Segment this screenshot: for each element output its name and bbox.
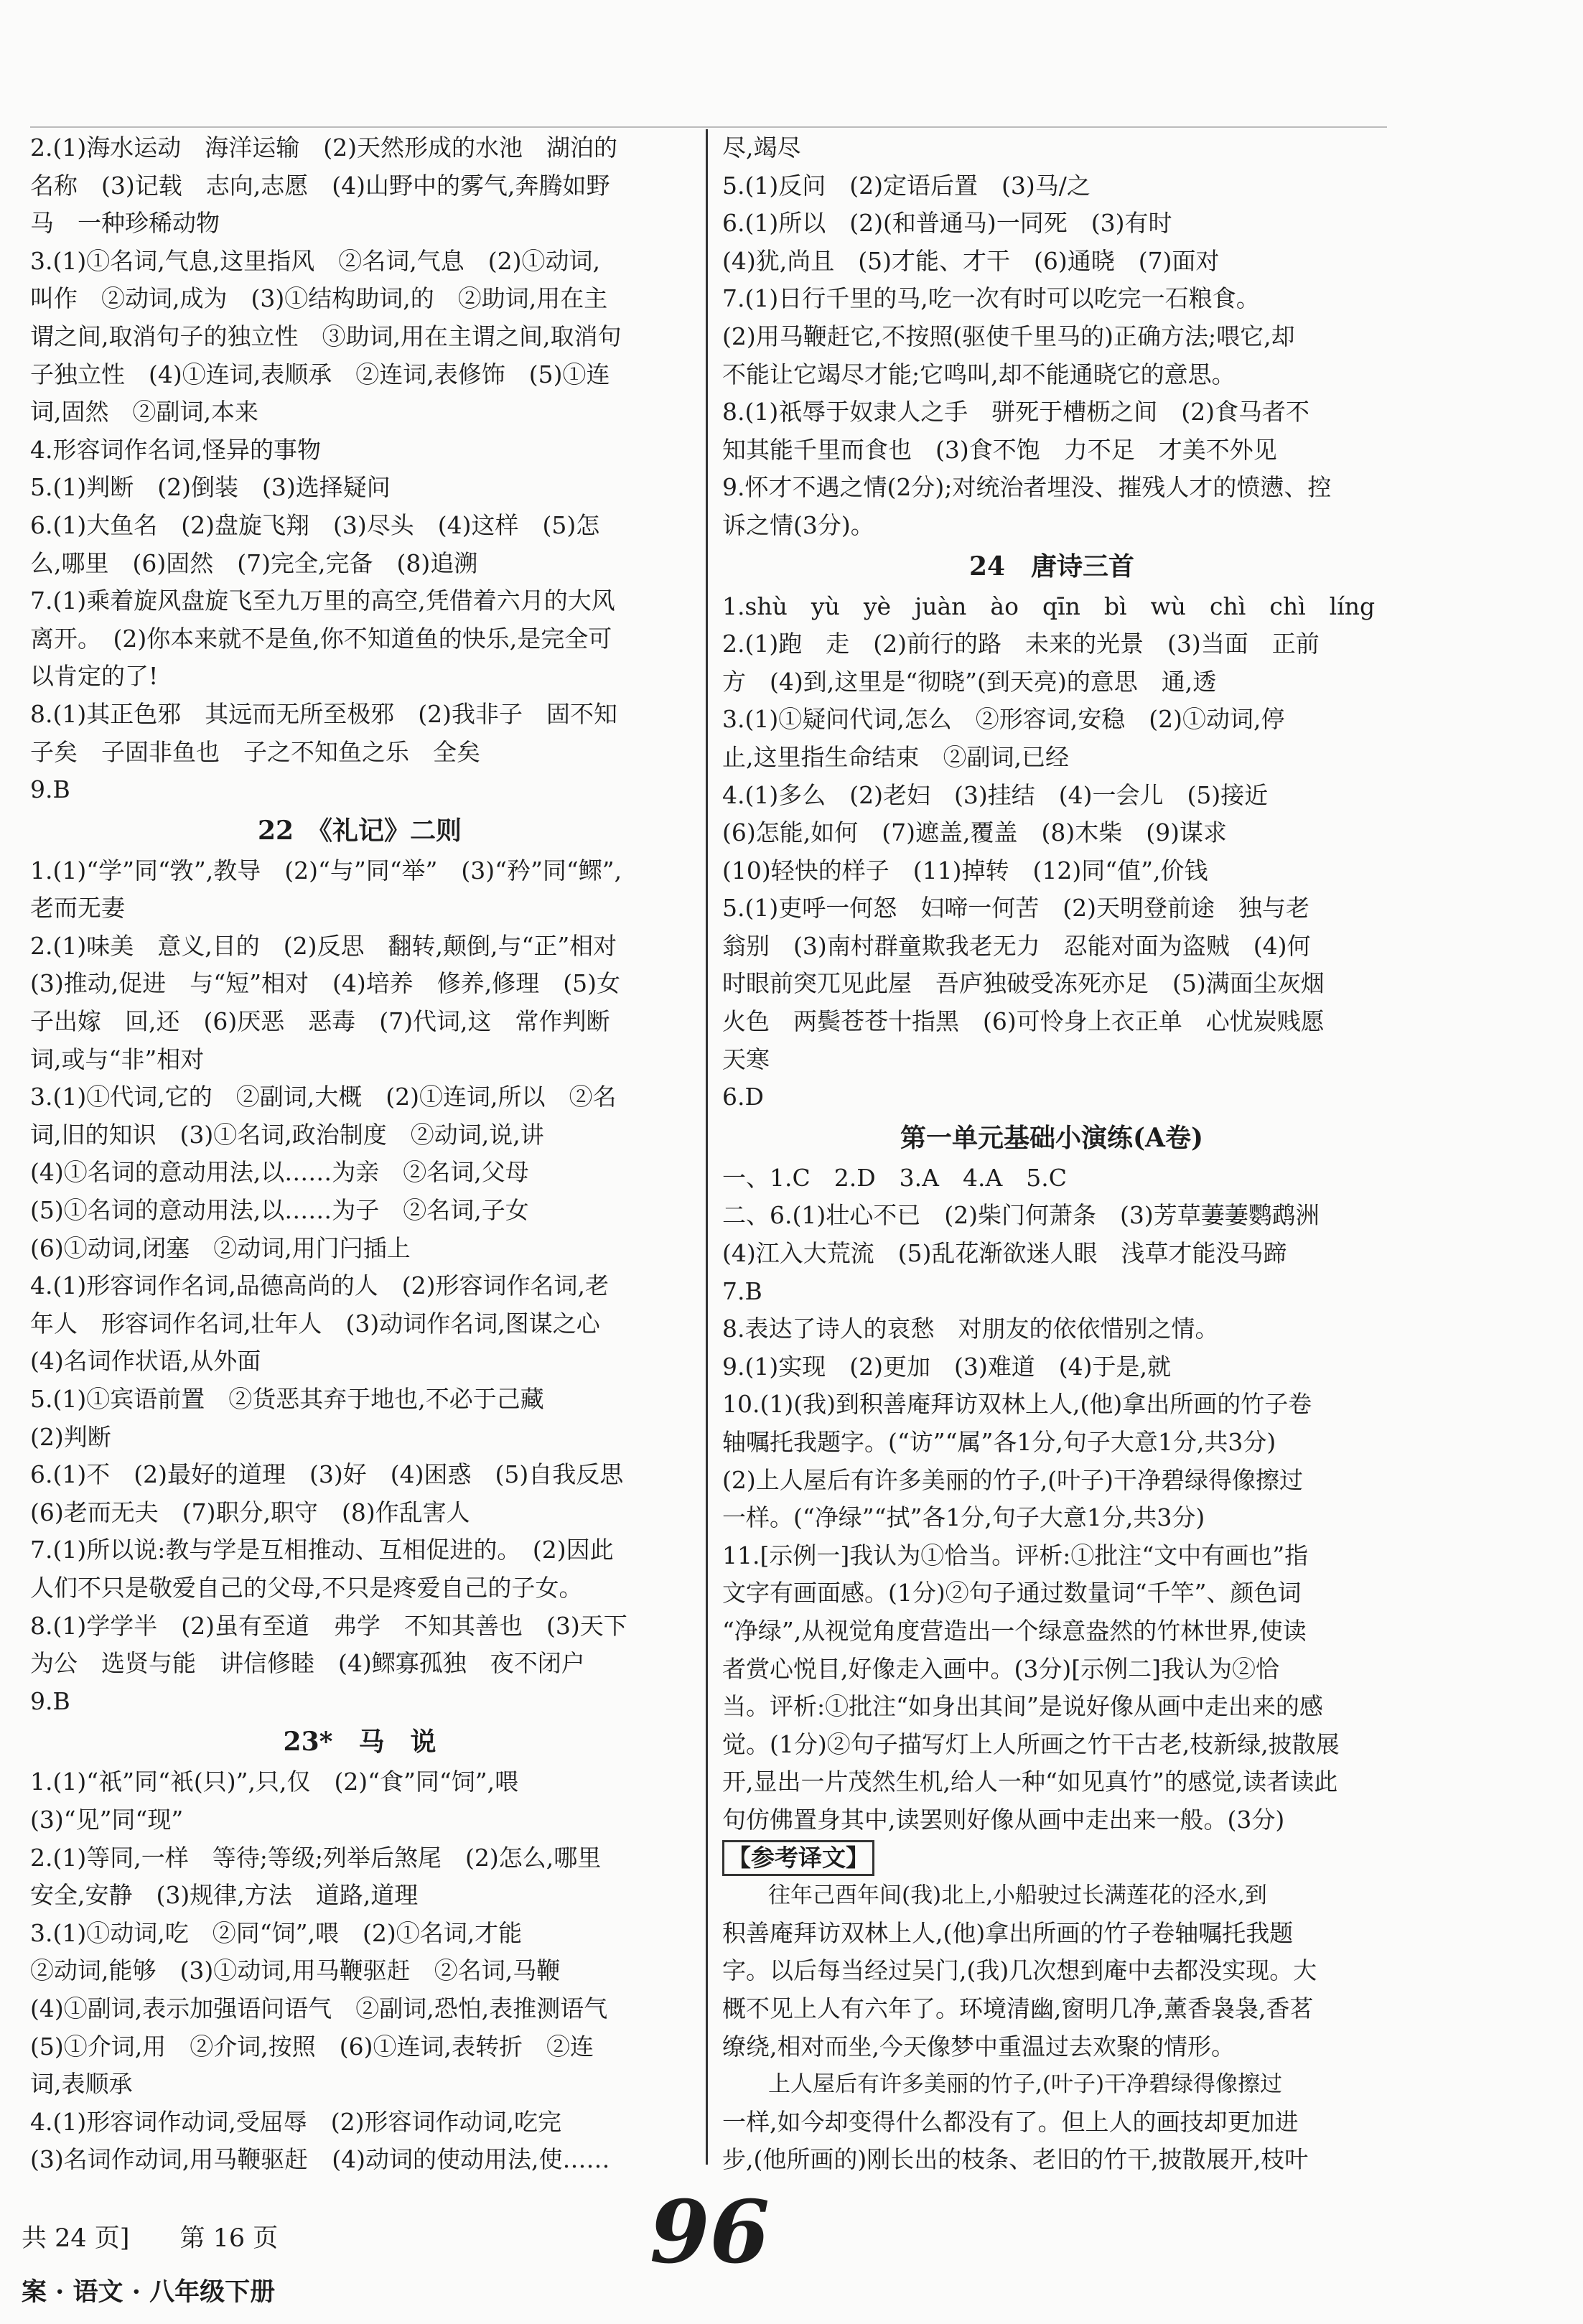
- answer-line: 7.B: [722, 1277, 762, 1305]
- answer-line: 4.(1)形容词作动词,受屈辱 (2)形容词作动词,吃完: [30, 2107, 561, 2136]
- answer-line: (6)老而无夫 (7)职分,职守 (8)作乱害人: [30, 1498, 470, 1526]
- answer-line: 马 一种珍稀动物: [30, 209, 220, 238]
- answer-line: 1.(1)“祇”同“衹(只)”,只,仅 (2)“食”同“饲”,喂: [30, 1768, 519, 1796]
- answer-line: (3)推动,促进 与“短”相对 (4)培养 修养,修理 (5)女: [30, 969, 620, 998]
- answer-line: 7.(1)乘着旋风盘旋飞至九万里的高空,凭借着六月的大风: [30, 587, 615, 615]
- page-number: 96: [650, 2182, 770, 2283]
- section-heading: 23* 马 说: [283, 1727, 436, 1758]
- answer-line: 一样。(“净绿”“拭”各1分,句子大意1分,共3分): [722, 1503, 1205, 1532]
- answer-line: 7.(1)所以说:教与学是互相推动、互相促进的。 (2)因此: [30, 1536, 614, 1564]
- answer-line: 词,或与“非”相对: [30, 1045, 205, 1073]
- answer-line: 觉。(1分)②句子描写灯上人所画之竹干古老,枝新绿,披散展: [722, 1730, 1340, 1758]
- answer-line: (6)怎能,如何 (7)遮盖,覆盖 (8)木柴 (9)谋求: [722, 818, 1227, 847]
- answer-line: 时眼前突兀见此屋 吾庐独破受冻死亦足 (5)满面尘灰烟: [722, 969, 1325, 998]
- answer-line: 积善庵拜访双林上人,(他)拿出所画的竹子卷轴嘱托我题: [722, 1918, 1294, 1947]
- answer-line: (4)江入大荒流 (5)乱花渐欲迷人眼 浅草才能没马蹄: [722, 1239, 1287, 1268]
- answer-line: (5)①名词的意动用法,以……为子 ②名词,子女: [30, 1196, 529, 1225]
- answer-line: 字。以后每当经过吴门,(我)几次想到庵中去都没实现。大: [722, 1956, 1317, 1985]
- answer-line: 2.(1)跑 走 (2)前行的路 未来的光景 (3)当面 正前: [722, 630, 1320, 658]
- answer-line: 尽,竭尽: [722, 134, 801, 162]
- answer-line: 离开。 (2)你本来就不是鱼,你不知道鱼的快乐,是完全可: [30, 624, 612, 653]
- answer-line: 子矣 子固非鱼也 子之不知鱼之乐 全矣: [30, 737, 480, 766]
- answer-line: 3.(1)①代词,它的 ②副词,大概 (2)①连词,所以 ②名: [30, 1083, 617, 1111]
- answer-line: (2)判断: [30, 1422, 111, 1451]
- answer-line: 止,这里指生命结束 ②副词,已经: [722, 742, 1069, 771]
- answer-line: 步,(他所画的)刚长出的枝条、老旧的竹干,披散展开,枝叶: [722, 2145, 1309, 2174]
- answer-line: 者赏心悦目,好像走入画中。(3分)[示例二]我认为②恰: [722, 1654, 1279, 1683]
- answer-line: 9.怀才不遇之情(2分);对统治者埋没、摧残人才的愤懑、控: [722, 473, 1332, 502]
- answer-line: 轴嘱托我题字。(“访”“属”各1分,句子大意1分,共3分): [722, 1428, 1276, 1456]
- answer-line: 5.(1)①宾语前置 ②货恶其弃于地也,不必于己藏: [30, 1385, 544, 1413]
- book-title: 案 · 语文 · 八年级下册: [22, 2277, 276, 2307]
- answer-line: (4)①名词的意动用法,以……为亲 ②名词,父母: [30, 1158, 529, 1187]
- answer-line: 2.(1)味美 意义,目的 (2)反思 翻转,颠倒,与“正”相对: [30, 931, 617, 960]
- answer-line: 谓之间,取消句子的独立性 ③助词,用在主谓之间,取消句: [30, 322, 622, 350]
- answer-line: (3)名词作动词,用马鞭驱赶 (4)动词的使动用法,使……: [30, 2145, 610, 2174]
- answer-line: ②动词,能够 (3)①动词,用马鞭驱赶 ②名词,马鞭: [30, 1956, 561, 1985]
- answer-line: 5.(1)吏呼一何怒 妇啼一何苦 (2)天明登前途 独与老: [722, 894, 1309, 923]
- answer-line: 二、6.(1)壮心不已 (2)柴门何萧条 (3)芳草萋萋鹦鹉洲: [722, 1201, 1320, 1230]
- answer-line: 子独立性 (4)①连词,表顺承 ②连词,表修饰 (5)①连: [30, 360, 610, 388]
- answer-line: 为公 选贤与能 讲信修睦 (4)鳏寡孤独 夜不闭户: [30, 1649, 585, 1678]
- answer-line: 叫作 ②动词,成为 (3)①结构助词,的 ②助词,用在主: [30, 284, 608, 313]
- left-column: [30, 129, 689, 2179]
- answer-line: 一、1.C 2.D 3.A 4.A 5.C: [722, 1163, 1068, 1192]
- answer-line: 6.(1)不 (2)最好的道理 (3)好 (4)困惑 (5)自我反思: [30, 1460, 624, 1489]
- answer-line: 安全,安静 (3)规律,方法 道路,道理: [30, 1881, 419, 1910]
- answer-line: 9.B: [30, 1686, 70, 1715]
- answer-line: (4)名词作状语,从外面: [30, 1347, 261, 1376]
- answer-line: 5.(1)判断 (2)倒装 (3)选择疑问: [30, 473, 391, 502]
- section-heading: 第一单元基础小演练(A卷): [900, 1122, 1203, 1153]
- section-heading: 24 唐诗三首: [968, 551, 1135, 582]
- answer-line: 3.(1)①名词,气息,这里指风 ②名词,气息 (2)①动词,: [30, 246, 600, 275]
- answer-line: 5.(1)反问 (2)定语后置 (3)马/之: [722, 171, 1091, 200]
- answer-line: 8.(1)其正色邪 其远而无所至极邪 (2)我非子 固不知: [30, 699, 617, 728]
- answer-line: 11.[示例一]我认为①恰当。评析:①批注“文中有画也”指: [722, 1541, 1309, 1569]
- answer-line: 知其能千里而食也 (3)食不饱 力不足 才美不外见: [722, 435, 1277, 464]
- answer-line: (4)犹,尚且 (5)才能、才干 (6)通晓 (7)面对: [722, 246, 1220, 275]
- page-count: 共 24 页] 第 16 页: [22, 2224, 279, 2253]
- answer-line: (6)①动词,闭塞 ②动词,用门闩插上: [30, 1233, 411, 1262]
- column-divider: [706, 129, 708, 2165]
- answer-line: 诉之情(3分)。: [722, 510, 874, 539]
- answer-line: 10.(1)(我)到积善庵拜访双林上人,(他)拿出所画的竹子卷: [722, 1390, 1312, 1419]
- section-heading: 22 《礼记》二则: [257, 815, 462, 846]
- answer-line: 概不见上人有六年了。环境清幽,窗明几净,薰香袅袅,香茗: [722, 1994, 1314, 2022]
- answer-line: (3)“见”同“现”: [30, 1805, 184, 1834]
- answer-line: 不能让它竭尽才能;它鸣叫,却不能通晓它的意思。: [722, 360, 1236, 388]
- answer-line: 人们不只是敬爱自己的父母,不只是疼爱自己的子女。: [30, 1573, 583, 1602]
- right-column: [722, 129, 1381, 2179]
- answer-line: 子出嫁 回,还 (6)厌恶 恶毒 (7)代词,这 常作判断: [30, 1007, 610, 1036]
- translation-paragraph: 上人屋后有许多美丽的竹子,(叶子)干净碧绿得像擦过: [768, 2071, 1283, 2098]
- answer-line: 6.(1)大鱼名 (2)盘旋飞翔 (3)尽头 (4)这样 (5)怎: [30, 510, 600, 539]
- answer-line: 当。评析:①批注“如身出其间”是说好像从画中走出来的感: [722, 1692, 1323, 1721]
- answer-line: 2.(1)海水运动 海洋运输 (2)天然形成的水池 湖泊的: [30, 134, 617, 162]
- answer-line: 9.B: [30, 775, 70, 804]
- answer-line: (10)轻快的样子 (11)掉转 (12)同“值”,价钱: [722, 856, 1208, 885]
- answer-line: 词,固然 ②副词,本来: [30, 398, 258, 426]
- answer-line: (2)上人屋后有许多美丽的竹子,(叶子)干净碧绿得像擦过: [722, 1465, 1303, 1494]
- answer-line: (2)用马鞭赶它,不按照(驱使千里马的)正确方法;喂它,却: [722, 322, 1295, 350]
- answer-line: 天寒: [722, 1045, 770, 1073]
- answer-line: 名称 (3)记载 志向,志愿 (4)山野中的雾气,奔腾如野: [30, 171, 610, 200]
- answer-line: (5)①介词,用 ②介词,按照 (6)①连词,表转折 ②连: [30, 2032, 594, 2061]
- answer-line: 开,显出一片茂然生机,给人一种“如见真竹”的感觉,读者读此: [722, 1768, 1338, 1796]
- answer-line: 翁别 (3)南村群童欺我老无力 忍能对面为盗贼 (4)何: [722, 931, 1311, 960]
- answer-line: 4.形容词作名词,怪异的事物: [30, 435, 321, 464]
- answer-line: 8.(1)祇辱于奴隶人之手 骈死于槽枥之间 (2)食马者不: [722, 398, 1309, 426]
- answer-line: 一样,如今却变得什么都没有了。但上人的画技却更加进: [722, 2107, 1299, 2136]
- translation-paragraph: 往年己酉年间(我)北上,小船驶过长满莲花的泾水,到: [768, 1882, 1267, 1909]
- answer-line: 4.(1)多么 (2)老妇 (3)挂结 (4)一会儿 (5)接近: [722, 780, 1269, 809]
- answer-line: (4)①副词,表示加强语问语气 ②副词,恐怕,表推测语气: [30, 1994, 608, 2022]
- answer-line: “净绿”,从视觉角度营造出一个绿意盎然的竹林世界,使读: [722, 1616, 1307, 1645]
- answer-line: 文字有画面感。(1分)②句子通过数量词“千竿”、颜色词: [722, 1579, 1302, 1607]
- answer-line: 9.(1)实现 (2)更加 (3)难道 (4)于是,就: [722, 1352, 1171, 1381]
- answer-line: 么,哪里 (6)固然 (7)完全,完备 (8)追溯: [30, 549, 478, 577]
- answer-line: 老而无妻: [30, 894, 125, 923]
- answer-line: 方 (4)到,这里是“彻晓”(到天亮)的意思 通,透: [722, 667, 1217, 696]
- answer-line: 6.D: [722, 1083, 764, 1111]
- answer-line: 8.(1)学学半 (2)虽有至道 弗学 不知其善也 (3)天下: [30, 1611, 627, 1640]
- answer-line: 2.(1)等同,一样 等待;等级;列举后煞尾 (2)怎么,哪里: [30, 1843, 602, 1872]
- translation-label: 【参考译文】: [722, 1839, 1381, 1877]
- answer-line: 以肯定的了!: [30, 662, 159, 691]
- answer-line: 7.(1)日行千里的马,吃一次有时可以吃完一石粮食。: [722, 284, 1260, 313]
- answer-line: 3.(1)①疑问代词,怎么 ②形容词,安稳 (2)①动词,停: [722, 705, 1285, 734]
- answer-line: 词,表顺承: [30, 2070, 133, 2099]
- top-rule: [30, 126, 1387, 128]
- answer-line: 1.shù yù yè juàn ào qīn bì wù chì chì líng: [722, 592, 1376, 620]
- answer-line: 词,旧的知识 (3)①名词,政治制度 ②动词,说,讲: [30, 1120, 544, 1149]
- answer-line: 年人 形容词作名词,壮年人 (3)动词作名词,图谋之心: [30, 1309, 600, 1338]
- answer-line: 火色 两鬓苍苍十指黑 (6)可怜身上衣正单 心忧炭贱愿: [722, 1007, 1325, 1036]
- answer-line: 3.(1)①动词,吃 ②同“饲”,喂 (2)①名词,才能: [30, 1918, 523, 1947]
- answer-line: 句仿佛置身其中,读罢则好像从画中走出来一般。(3分): [722, 1805, 1285, 1834]
- answer-line: 1.(1)“学”同“敩”,教导 (2)“与”同“举” (3)“矜”同“鳏”,: [30, 856, 622, 885]
- answer-line: 6.(1)所以 (2)(和普通马)一同死 (3)有时: [722, 209, 1172, 238]
- answer-line: 8.表达了诗人的哀愁 对朋友的依依惜别之情。: [722, 1315, 1219, 1343]
- answer-line: 缭绕,相对而坐,今天像梦中重温过去欢聚的情形。: [722, 2032, 1235, 2061]
- answer-line: 4.(1)形容词作名词,品德高尚的人 (2)形容词作名词,老: [30, 1271, 609, 1300]
